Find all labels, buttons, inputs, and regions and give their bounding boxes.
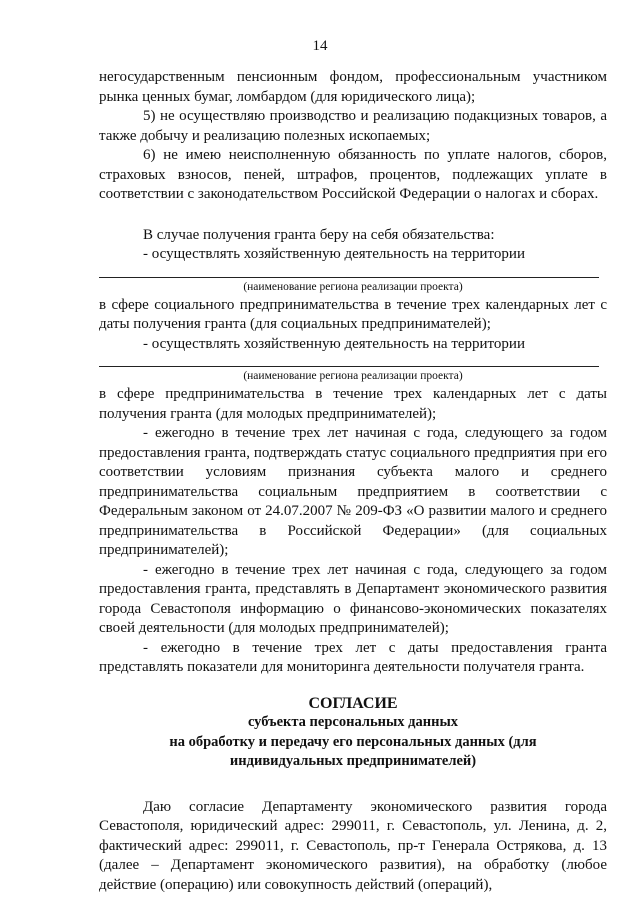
consent-subtitle-line-1: субъекта персональных данных (247, 714, 459, 730)
consent-subtitle-line-2: на обработку и передачу его персональных данных (для (169, 733, 537, 750)
consent-title: СОГЛАСИЕ (308, 694, 398, 712)
consent-subtitle-line-3: индивидуальных предпринимателей) (229, 753, 477, 769)
obligation-item-1-continuation: в сфере социального предпринимательства в течение трех календарных лет с даты получения гранта (для социальных предпринимателей); (99, 296, 607, 332)
region-fill-line-2 (99, 366, 599, 367)
paragraph-item-5: 5) не осуществляю производство и реализацию подакцизных товаров, а также добычу и реализацию полезных ископаемых; (99, 108, 607, 144)
page-number: 14 (312, 38, 328, 54)
obligation-item-4: - ежегодно в течение трех лет начиная с года, следующего за годом предоставления гранта, представлять в Департамент экономического развития города Севастополя информацию о финансово-экономических показателях своей деятельности (для молодых предпринимателей); (99, 561, 607, 636)
obligation-item-5: - ежегодно в течение трех лет с даты предоставления гранта представлять показатели для мониторинга деятельности получателя гранта. (99, 639, 607, 675)
region-fill-line-1 (99, 277, 599, 278)
paragraph-item-6: 6) не имею неисполненную обязанность по уплате налогов, сборов, страховых взносов, пеней, штрафов, процентов, подлежащих уплате в соответствии с законодательством Российской Федерации о налогах и сборах. (99, 147, 607, 202)
obligation-item-3: - ежегодно в течение трех лет начиная с года, следующего за годом предоставления гранта, подтверждать статус социального предприятия при его соответствии условиям признания субъекта малого и среднего предпринимательства социальным предприятием в соответствии с Федеральным законом от 24.07.2007 № 209-ФЗ «О развитии малого и среднего предпринимательства в Российской Федерации» (для социальных предпринимателей); (99, 425, 607, 558)
obligations-intro: В случае получения гранта беру на себя обязательства: (143, 226, 495, 243)
region-caption-1: (наименование региона реализации проекта) (243, 280, 463, 293)
consent-body: Даю согласие Департаменту экономического развития города Севастополя, юридический адрес: 299011, г. Севастополь, ул. Ленина, д. 2, фактический адрес: 299011, г. Севастополь, пр-т Генерала Острякова, д. 13 (далее – Департамент экономического развития), на обработку (любое действие (операцию) или совокупность действий (операций), (99, 798, 607, 893)
paragraph-continuation: негосударственным пенсионным фондом, профессиональным участником рынка ценных бумаг, ломбардом (для юридического лица); (99, 69, 607, 105)
obligation-item-1: - осуществлять хозяйственную деятельность на территории (143, 246, 525, 262)
document-body (99, 68, 607, 895)
obligation-item-2: - осуществлять хозяйственную деятельность на территории (143, 335, 525, 352)
obligation-item-2-continuation: в сфере предпринимательства в течение трех календарных лет с даты получения гранта (для молодых предпринимателей); (99, 386, 607, 422)
region-caption-2: (наименование региона реализации проекта) (243, 370, 463, 382)
